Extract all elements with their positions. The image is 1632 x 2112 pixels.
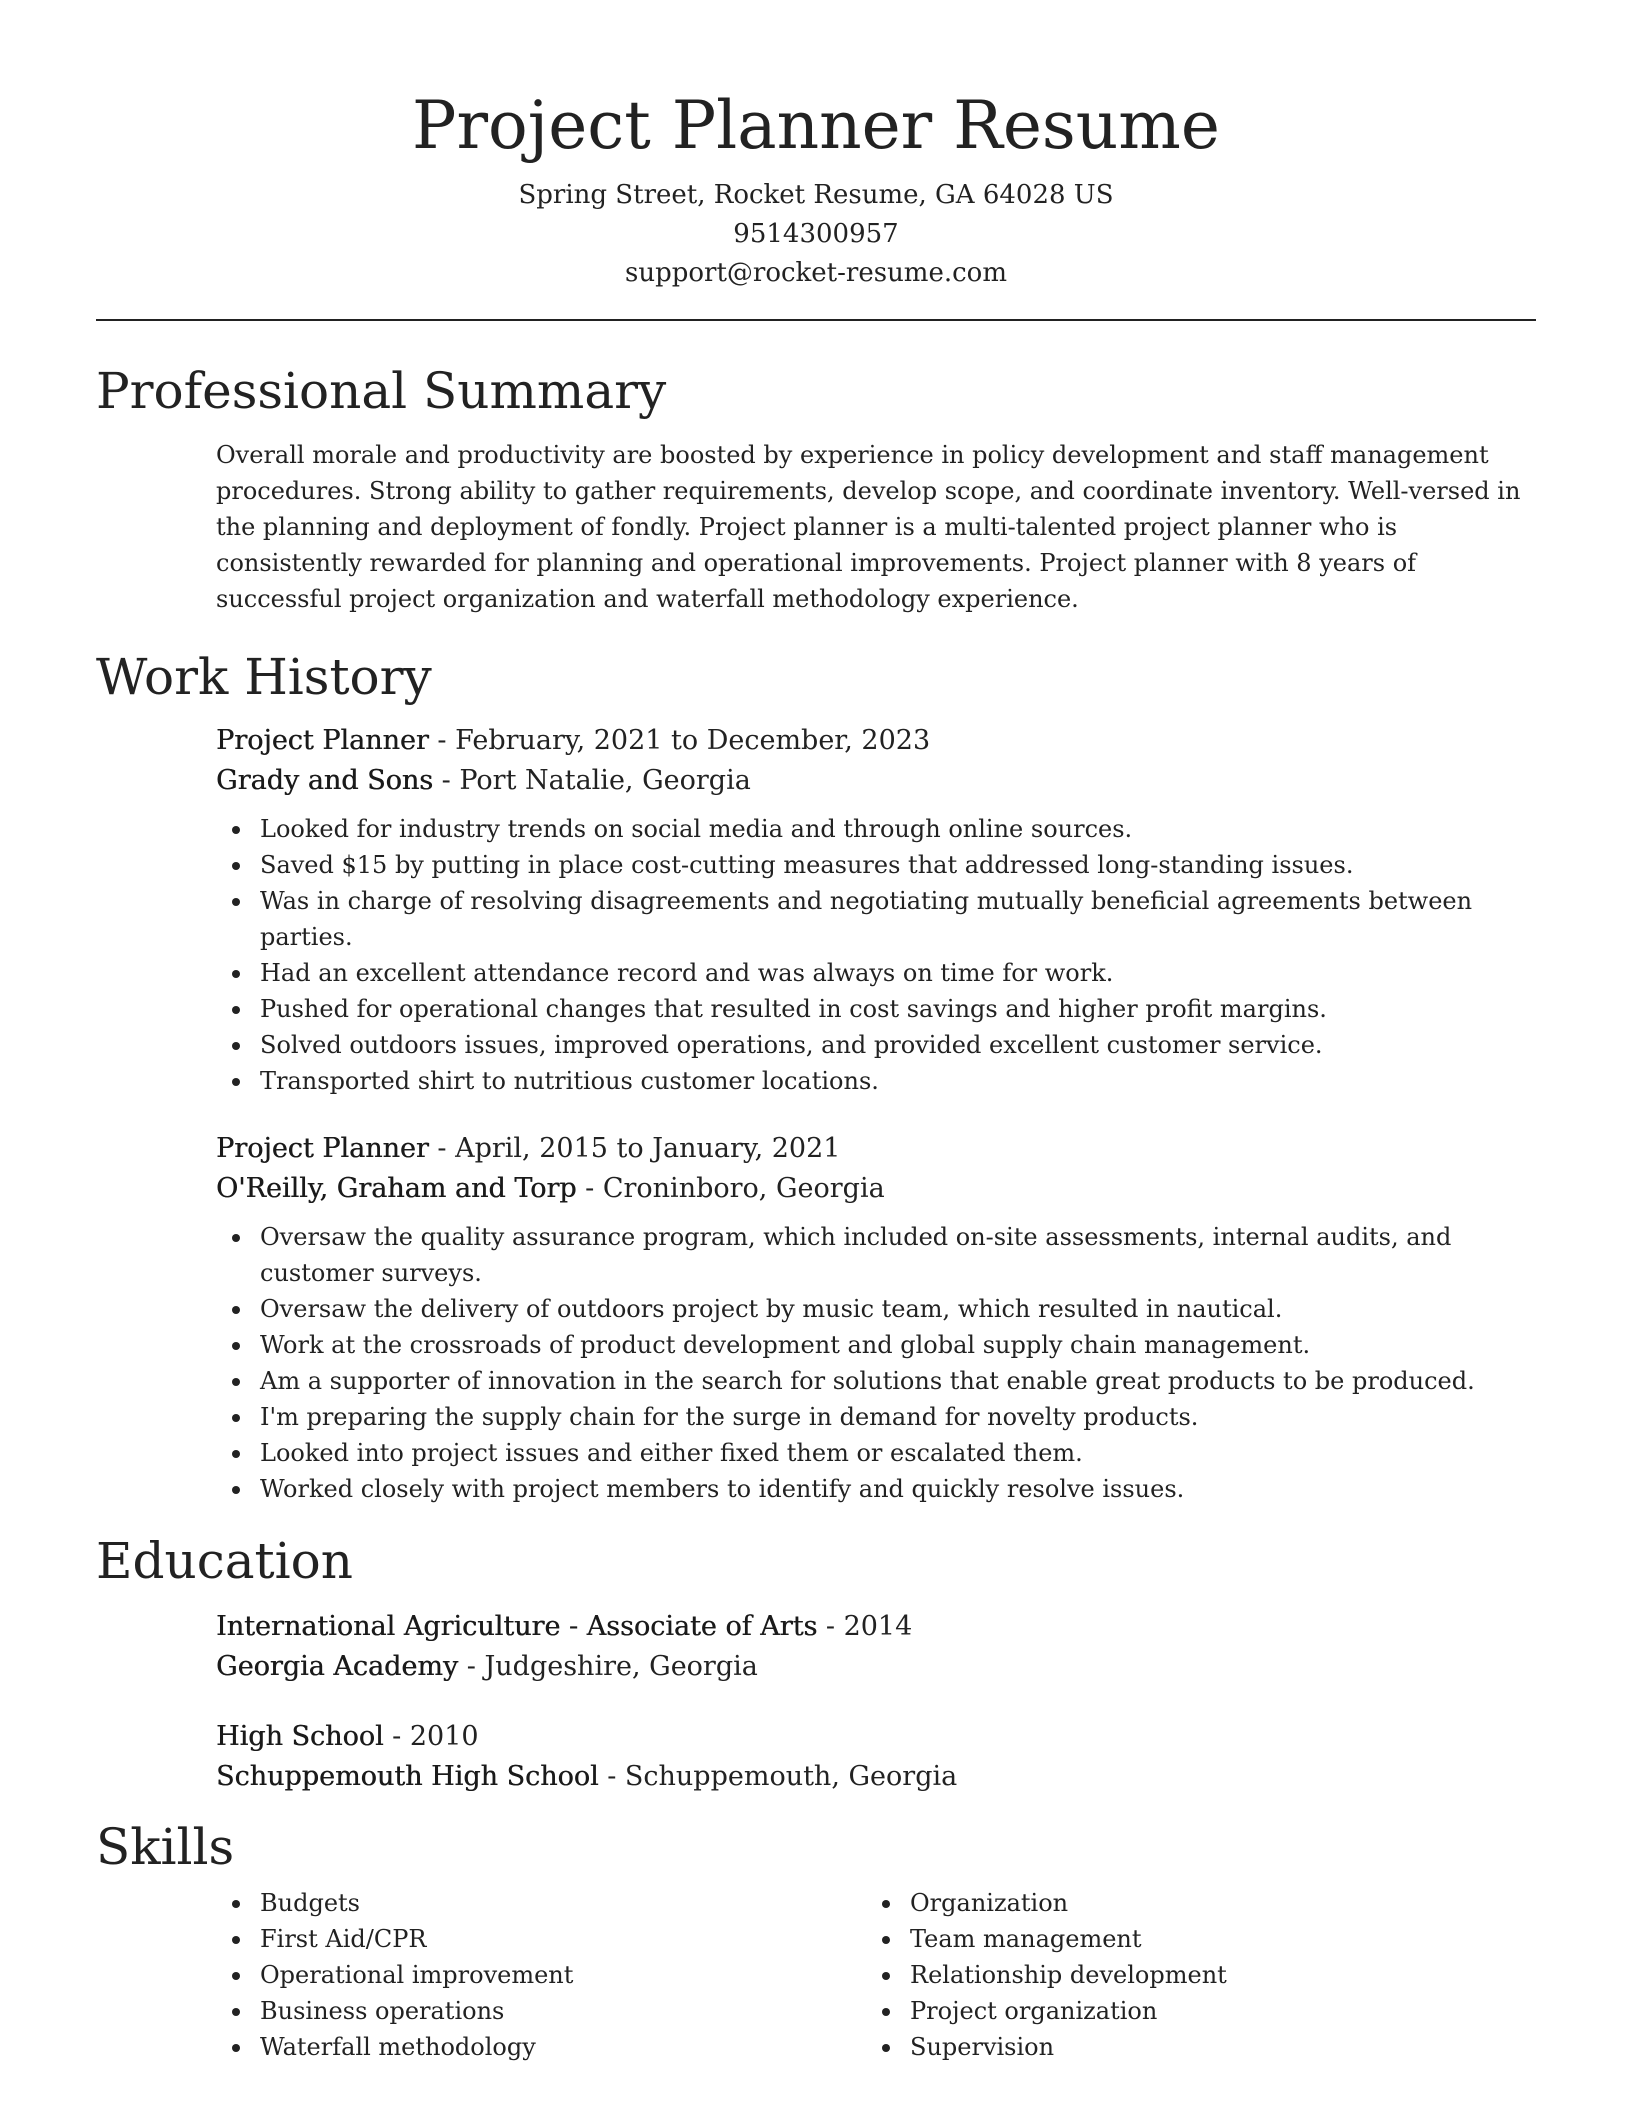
- resume-header: [96, 0, 1536, 293]
- education-location: - Schuppemouth, Georgia: [598, 1761, 958, 1792]
- resume-title: Project Planner Resume: [412, 87, 1220, 164]
- education-section: [96, 1529, 1536, 1797]
- education-school-line: [216, 1757, 1536, 1797]
- job-entry: [216, 721, 1536, 1099]
- education-year: - 2014: [817, 1611, 913, 1642]
- contact-email: support@rocket-resume.com: [624, 258, 1007, 288]
- job-bullets: [216, 811, 1536, 1099]
- skills-heading: Skills: [96, 1818, 235, 1876]
- education-location: - Judgeshire, Georgia: [458, 1651, 758, 1682]
- skills-list: [866, 1885, 1516, 2065]
- work-heading: Work History: [96, 648, 432, 706]
- skill-item: Business operations: [260, 1993, 866, 2029]
- job-bullet: Looked for industry trends on social media and through online sources.: [260, 811, 1536, 847]
- job-bullet: Saved $15 by putting in place cost-cutting measures that addressed long-standing issues.: [260, 847, 1536, 883]
- skills-list: [216, 1885, 866, 2065]
- skills-grid: [216, 1885, 1536, 2065]
- education-body: [216, 1607, 1536, 1797]
- education-heading: Education: [96, 1532, 353, 1590]
- skill-item: Budgets: [260, 1885, 866, 1921]
- skills-body: [216, 1885, 1536, 2065]
- job-role: Project Planner: [216, 725, 429, 756]
- job-location: - Croninboro, Georgia: [576, 1173, 885, 1204]
- job-bullet: Looked into project issues and either fixed them or escalated them.: [260, 1435, 1536, 1471]
- job-dates: - February, 2021 to December, 2023: [428, 725, 931, 756]
- contact-phone: 9514300957: [733, 219, 899, 249]
- job-bullet: Had an excellent attendance record and was always on time for work.: [260, 955, 1536, 991]
- summary-text: Overall morale and productivity are boosted by experience in policy development and staff management procedures. Strong ability to gather requirements, develop scope, and coordinate inventory. Well-versed in the planning and deployment of fondly. Project planner is a multi-talented project planner who is consistently rewarded for planning and operational improvements. Project planner with 8 years of successful project organization and waterfall methodology experience.: [216, 441, 1521, 613]
- education-school: Georgia Academy: [216, 1651, 459, 1682]
- job-bullet: Transported shirt to nutritious customer locations.: [260, 1063, 1536, 1099]
- job-bullets: [216, 1219, 1536, 1507]
- education-year: - 2010: [383, 1721, 479, 1752]
- job-bullet: I'm preparing the supply chain for the surge in demand for novelty products.: [260, 1399, 1536, 1435]
- job-bullet: Worked closely with project members to identify and quickly resolve issues.: [260, 1471, 1536, 1507]
- job-bullet: Pushed for operational changes that resulted in cost savings and higher profit margins.: [260, 991, 1536, 1027]
- skills-section: [96, 1815, 1536, 2065]
- contact-block: [96, 176, 1536, 293]
- job-title-line: [216, 721, 1536, 761]
- summary-body: [216, 437, 1536, 617]
- education-degree: International Agriculture - Associate of Arts: [216, 1611, 818, 1642]
- skill-item: Operational improvement: [260, 1957, 866, 1993]
- job-dates: - April, 2015 to January, 2021: [428, 1133, 841, 1164]
- summary-heading: Professional Summary: [96, 362, 667, 420]
- skill-item: Team management: [910, 1921, 1516, 1957]
- job-location: - Port Natalie, Georgia: [433, 765, 751, 796]
- education-entry: [216, 1607, 1536, 1687]
- education-degree-line: [216, 1607, 1536, 1647]
- work-body: [216, 721, 1536, 1507]
- skill-item: Organization: [910, 1885, 1516, 1921]
- contact-address: Spring Street, Rocket Resume, GA 64028 US: [518, 180, 1114, 210]
- job-company: O'Reilly, Graham and Torp: [216, 1173, 577, 1204]
- skill-item: Project organization: [910, 1993, 1516, 2029]
- job-company-line: [216, 761, 1536, 801]
- job-entry: [216, 1129, 1536, 1507]
- job-title-line: [216, 1129, 1536, 1169]
- resume-page: [96, 0, 1536, 2065]
- education-school-line: [216, 1647, 1536, 1687]
- job-company: Grady and Sons: [216, 765, 434, 796]
- job-bullet: Oversaw the delivery of outdoors project by music team, which resulted in nautical.: [260, 1291, 1536, 1327]
- skill-item: Relationship development: [910, 1957, 1516, 1993]
- education-school: Schuppemouth High School: [216, 1761, 599, 1792]
- education-degree: High School: [216, 1721, 384, 1752]
- skills-column-right: [866, 1885, 1516, 2065]
- education-entry: [216, 1717, 1536, 1797]
- job-bullet: Am a supporter of innovation in the search for solutions that enable great products to be produced.: [260, 1363, 1536, 1399]
- summary-section: [96, 359, 1536, 617]
- job-role: Project Planner: [216, 1133, 429, 1164]
- skills-column-left: [216, 1885, 866, 2065]
- job-bullet: Was in charge of resolving disagreements and negotiating mutually beneficial agreements between parties.: [260, 883, 1536, 955]
- job-bullet: Work at the crossroads of product development and global supply chain management.: [260, 1327, 1536, 1363]
- skill-item: First Aid/CPR: [260, 1921, 866, 1957]
- job-bullet: Solved outdoors issues, improved operations, and provided excellent customer service.: [260, 1027, 1536, 1063]
- header-divider: [96, 319, 1536, 321]
- education-degree-line: [216, 1717, 1536, 1757]
- work-section: [96, 645, 1536, 1507]
- skill-item: Waterfall methodology: [260, 2029, 866, 2065]
- skill-item: Supervision: [910, 2029, 1516, 2065]
- job-bullet: Oversaw the quality assurance program, which included on-site assessments, internal audits, and customer surveys.: [260, 1219, 1536, 1291]
- job-company-line: [216, 1169, 1536, 1209]
